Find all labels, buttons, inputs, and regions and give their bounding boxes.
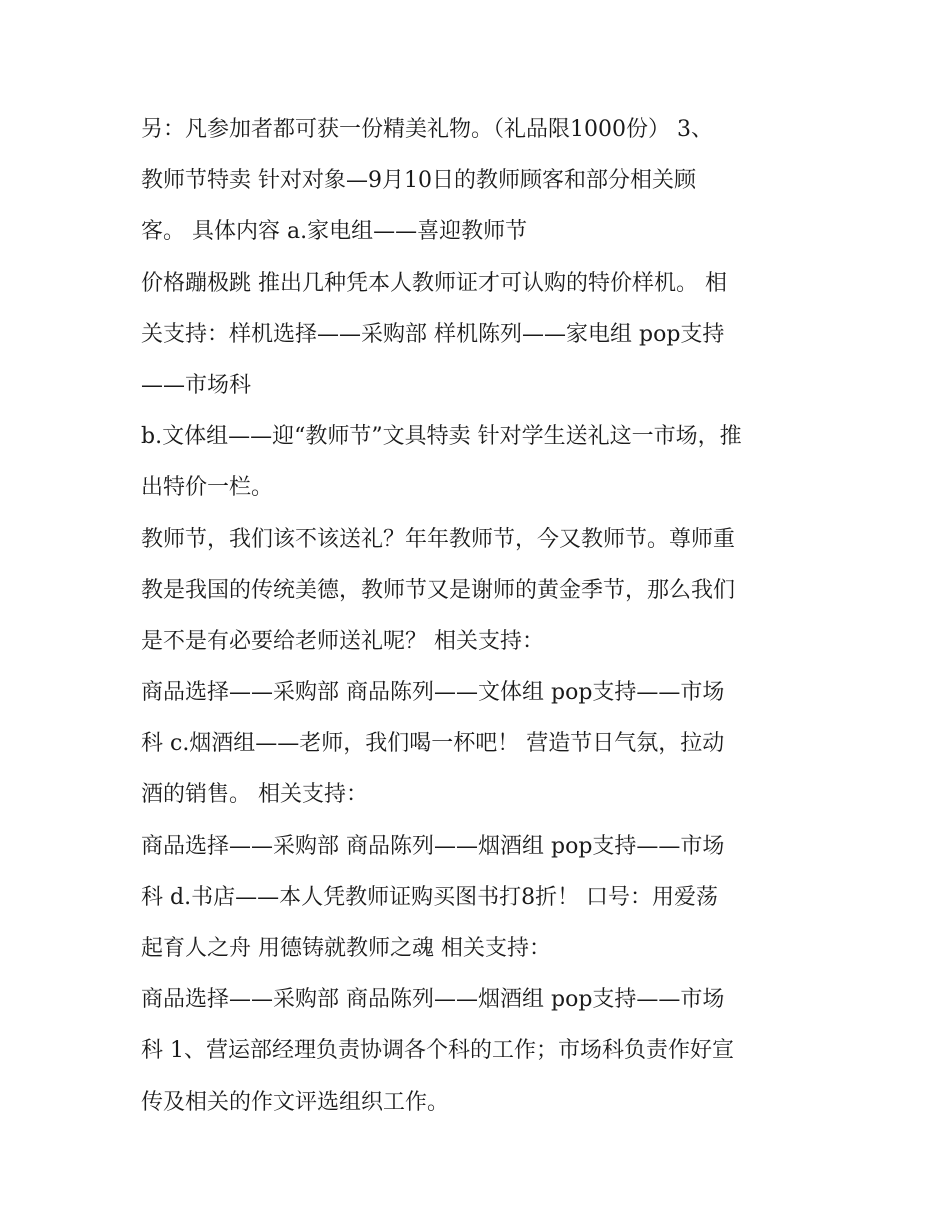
- text-line: 科 1、营运部经理负责协调各个科的工作；市场科负责作好宣: [141, 1038, 734, 1064]
- text-line: 教是我国的传统美德，教师节又是谢师的黄金季节，那么我们: [141, 577, 736, 603]
- text-line: 价格蹦极跳 推出几种凭本人教师证才可认购的特价样机。 相: [141, 270, 727, 296]
- text-line: 教师节，我们该不该送礼？年年教师节，今又教师节。尊师重: [141, 526, 736, 552]
- text-line: 关支持：样机选择——采购部 样机陈列——家电组 pop支持: [141, 321, 725, 347]
- text-line: 出特价一栏。: [141, 475, 274, 501]
- document-body: [141, 104, 821, 1128]
- text-line: 是不是有必要给老师送礼呢？ 相关支持：: [141, 628, 544, 654]
- text-line: 科 c.烟酒组——老师，我们喝一杯吧！ 营造节日气氛，拉动: [141, 731, 725, 757]
- text-line: b.文体组——迎“教师节”文具特卖 针对学生送礼这一市场，推: [141, 424, 742, 450]
- text-line: 教师节特卖 针对对象—9月10日的教师顾客和部分相关顾: [141, 168, 696, 194]
- text-line: 起育人之舟 用德铸就教师之魂 相关支持：: [141, 936, 551, 961]
- text-line: 传及相关的作文评选组织工作。: [141, 1089, 450, 1115]
- text-line: 商品选择——采购部 商品陈列——烟酒组 pop支持——市场: [141, 987, 725, 1013]
- text-line: ——市场科: [141, 372, 252, 398]
- text-line: 科 d.书店——本人凭教师证购买图书打8折！ 口号：用爱荡: [141, 884, 719, 910]
- text-line: 酒的销售。 相关支持：: [141, 782, 368, 808]
- text-line: 商品选择——采购部 商品陈列——烟酒组 pop支持——市场: [141, 833, 725, 859]
- text-line: 商品选择——采购部 商品陈列——文体组 pop支持——市场: [141, 680, 725, 706]
- text-line: 客。 具体内容 a.家电组——喜迎教师节: [141, 219, 528, 245]
- text-line: 另：凡参加者都可获一份精美礼物。（礼品限1000份） 3、: [141, 117, 713, 142]
